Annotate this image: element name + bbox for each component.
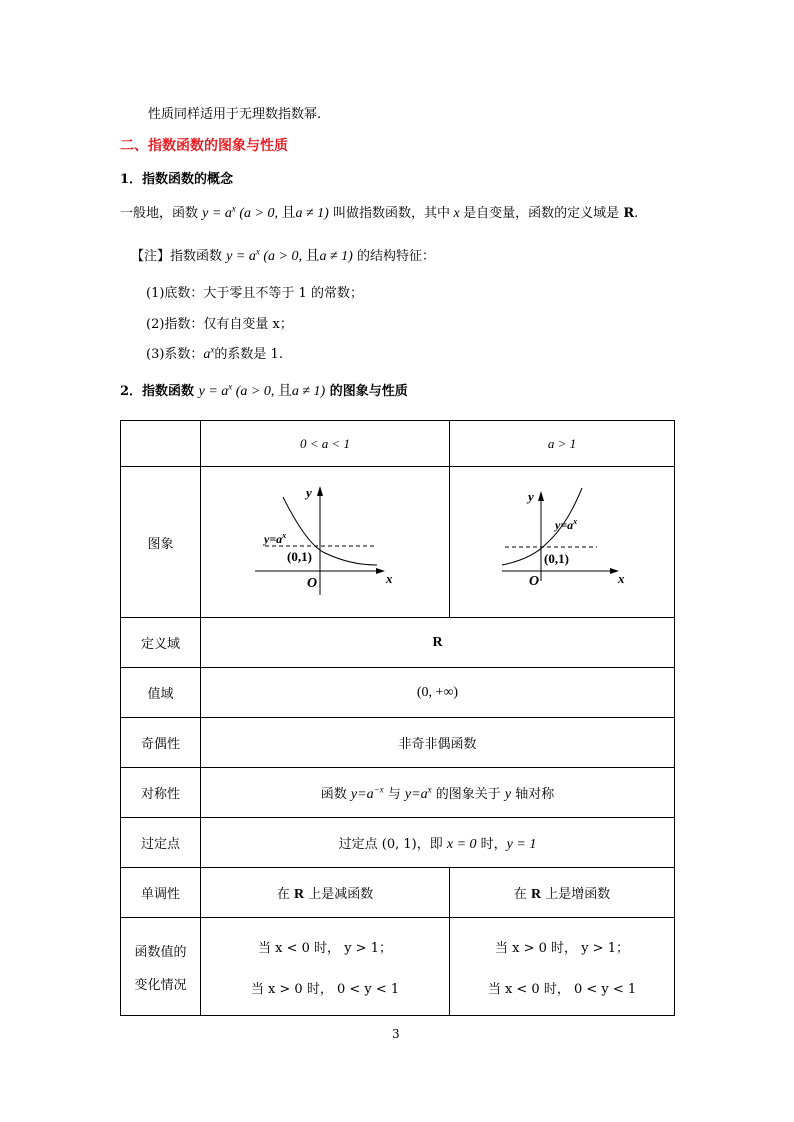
row-label-range: 值域 [121, 668, 201, 718]
table-row-domain [121, 618, 675, 668]
subsection-2-title [120, 380, 408, 400]
point-label: (0,1) [544, 550, 569, 566]
row-label-domain: 定义域 [121, 618, 201, 668]
row-label-symmetry: 对称性 [121, 768, 201, 818]
row-value-domain: R [201, 618, 675, 668]
row-label-fixed-point: 过定点 [121, 818, 201, 868]
definition-end: . [634, 206, 639, 221]
formula-exponent: x [231, 203, 236, 214]
subsection-1-number: 1． [120, 172, 143, 187]
section-title: 二、指数函数的图象与性质 [120, 138, 288, 154]
graph-right-cell [450, 467, 675, 618]
y-axis-arrow-icon [317, 486, 323, 496]
definition-text-2: 叫做指数函数，其中 [332, 206, 450, 221]
table-row-change [121, 918, 675, 1016]
table-header-row [121, 421, 675, 467]
formula-base: a [224, 206, 232, 221]
point-label: (0,1) [287, 548, 312, 564]
formula-cond-and: 且 [281, 206, 296, 221]
note-label: 【注】 [131, 249, 171, 264]
decreasing-exponential-graph [255, 483, 395, 598]
x-axis-arrow-icon [376, 568, 385, 574]
graph-row-label: 图象 [121, 467, 201, 618]
x-axis-label: x [618, 570, 625, 586]
definition-text-1: 一般地，函数 [120, 206, 199, 221]
increasing-exponential-graph [497, 483, 627, 598]
row-value-fixed-point: 过定点 (0, 1)，即 x = 0 时，y = 1 [201, 818, 675, 868]
note-text-2: 的结构特征： [356, 249, 435, 264]
change-right-line1: 当 x > 0 时， y > 1； [495, 940, 629, 956]
table-row-range [121, 668, 675, 718]
note-text-1: 指数函数 [170, 249, 223, 264]
y-axis-label: y [306, 484, 312, 500]
row-label-parity: 奇偶性 [121, 718, 201, 768]
page-number: 3 [392, 1027, 400, 1041]
note-item-2: (2)指数：仅有自变量 x； [146, 317, 293, 332]
row-label-change [121, 918, 201, 1016]
definition-formula [202, 203, 329, 221]
subsection-2-text-2: 的图象与性质 [329, 384, 408, 399]
x-axis-label: x [386, 570, 393, 586]
subsection-1-title [120, 168, 233, 187]
table-row-fixed-point [121, 818, 675, 868]
header-empty-cell [121, 421, 201, 467]
row-value-change-right [450, 918, 675, 1016]
header-right: a > 1 [450, 421, 675, 467]
change-right-line2: 当 x < 0 时， 0 < y < 1 [487, 981, 637, 997]
intro-line: 性质同样适用于无理数指数幂. [148, 107, 322, 122]
curve-label: $y=a^x$ [264, 530, 287, 546]
table-row-parity [121, 718, 675, 768]
definition-text-3: 是自变量，函数的定义域是 [463, 206, 620, 221]
formula-y: y [202, 206, 209, 221]
row-value-range: (0, +∞) [201, 668, 675, 718]
row-value-change-left [201, 918, 450, 1016]
change-left-line2: 当 x > 0 时， 0 < y < 1 [250, 981, 400, 997]
row-label-change-line2: 变化情况 [134, 977, 187, 993]
formula-cond-open: (a > 0, [239, 206, 282, 221]
row-label-change-line1: 函数值的 [134, 944, 187, 960]
subsection-2-number: 2． [120, 384, 143, 399]
origin-label: O [307, 575, 318, 591]
definition-domain: R [623, 206, 635, 221]
note-item-1: (1)底数：大于零且不等于 1 的常数； [146, 286, 363, 301]
table-row-symmetry [121, 768, 675, 818]
row-value-symmetry: 函数 $y=a^{-x}$ 与 $y=a^x$ 的图象关于 y 轴对称 [201, 768, 675, 818]
properties-table [120, 420, 675, 1016]
origin-label: O [529, 573, 540, 589]
note-item-3: (3)系数：$a^x$的系数是 1. [146, 344, 283, 362]
graph-row [121, 467, 675, 618]
row-value-monotonic-left: 在 R 上是减函数 [201, 868, 450, 918]
curve-label: $y=a^x$ [555, 516, 578, 532]
subsection-1-text: 指数函数的概念 [142, 172, 234, 187]
row-value-parity: 非奇非偶函数 [201, 718, 675, 768]
note-formula: $y = a^x$ (a > 0, 且a ≠ 1) [226, 246, 353, 264]
subsection-2-text-1: 指数函数 [142, 384, 195, 399]
header-left: 0 < a < 1 [201, 421, 450, 467]
graph-left-cell [201, 467, 450, 618]
row-value-monotonic-right: 在 R 上是增函数 [450, 868, 675, 918]
note-line [131, 245, 435, 265]
change-left-line1: 当 x < 0 时， y > 1； [258, 940, 392, 956]
table-row-monotonic [121, 868, 675, 918]
formula-eq: = [208, 206, 225, 221]
definition-paragraph: 一般地，函数 $y = a^x$ (a > 0, 且a ≠ 1) 叫做指数函数，其中 x 是自变量，函数的定义域是 R. [120, 203, 639, 221]
y-axis-arrow-icon [538, 491, 544, 501]
row-label-monotonic: 单调性 [121, 868, 201, 918]
subsection-2-formula: $y = a^x$ (a > 0, 且a ≠ 1) [198, 381, 326, 399]
y-axis-label: y [528, 488, 534, 504]
formula-cond-close: a ≠ 1) [295, 206, 329, 221]
